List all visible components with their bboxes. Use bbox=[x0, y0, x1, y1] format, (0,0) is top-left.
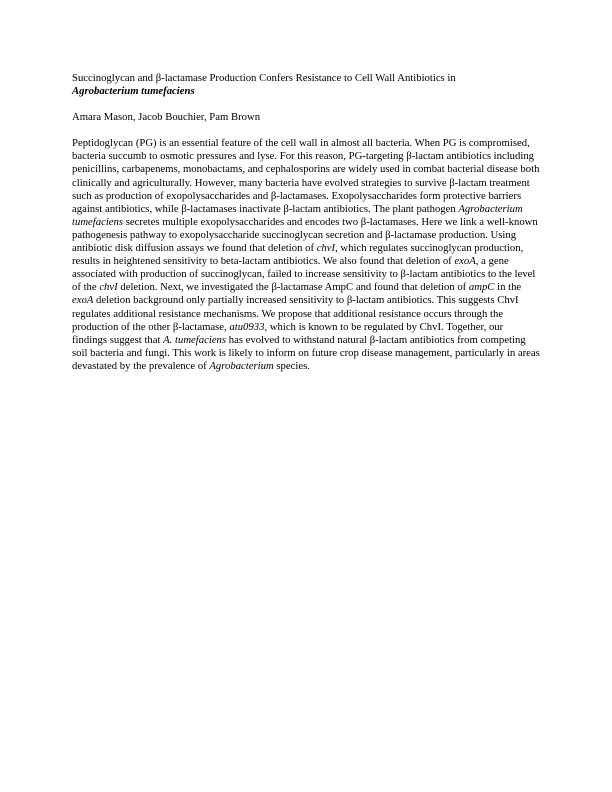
document-title bbox=[72, 72, 540, 98]
gene-name: ampC bbox=[468, 281, 495, 294]
abstract-text: in the bbox=[497, 281, 522, 294]
gene-name: chvI bbox=[99, 281, 118, 294]
gene-name: chvI bbox=[316, 242, 336, 255]
abstract-text: , which regulates succinoglycan production, results in heightened sensitivity to beta-lactam antibiotics. We also found that deletion of bbox=[72, 242, 524, 268]
abstract-text: deletion background only partially increased sensitivity to β-lactam antibiotics. This suggests ChvI regulates additional resistance mechanisms. We propose that additional resistance occurs through the production of the other β-lactamase, bbox=[72, 294, 519, 333]
gene-name: exoA bbox=[454, 255, 476, 268]
abstract-text: species. bbox=[276, 359, 310, 372]
abstract-text: Peptidoglycan (PG) is an essential feature of the cell wall in almost all bacteria. When PG is compromised, bacteria succumb to osmotic pressures and lyse. For this reason, PG-targeting β-lactam antibiotics including penicillins, carbapenems, monobactams, and cephalosporins are widely used in combat bacterial disease both clinically and agriculturally. However, many bacteria have evolved strategies to survive β-lactam treatment such as production of exopolysaccharides and β-lactamases. Exopolysaccharides form protective barriers against antibiotics, while β-lactamases inactivate β-lactam antibiotics. The plant pathogen bbox=[72, 137, 540, 215]
abstract-text: has evolved to withstand natural β-lactam antibiotics from competing soil bacteria and fungi. This work is likely to inform on future crop disease management, particularly in areas devastated by the prevalence of bbox=[72, 333, 540, 372]
genus-name: Agrobacterium bbox=[209, 359, 274, 372]
author-list: Amara Mason, Jacob Bouchier, Pam Brown bbox=[72, 111, 261, 124]
gene-name: exoA bbox=[72, 294, 94, 307]
abstract-text: , a gene associated with production of succinoglycan, failed to increase sensitivity to β-lactam antibiotics to the level of the bbox=[72, 255, 536, 294]
title-main: Succinoglycan and β-lactamase Production Confers Resistance to Cell Wall Antibiotics in bbox=[72, 72, 456, 84]
species-name: Agrobacterium tumefaciens bbox=[72, 202, 523, 228]
species-name: A. tumefaciens bbox=[163, 333, 227, 346]
abstract-paragraph bbox=[72, 137, 540, 373]
document-body bbox=[72, 72, 540, 373]
title-organism: Agrobacterium tumefaciens bbox=[72, 85, 195, 98]
abstract-text: , which is known to be regulated by ChvI. Together, our findings suggest that bbox=[72, 320, 504, 346]
abstract-text: secretes multiple exopolysaccharides and encodes two β-lactamases. Here we link a well-known pathogenesis pathway to exopolysaccharide succinoglycan secretion and β-lactamase production. Using antibiotic disk diffusion assays we found that deletion of bbox=[72, 215, 538, 255]
gene-name: atu0933 bbox=[229, 320, 265, 333]
abstract-text: deletion. Next, we investigated the β-lactamase AmpC and found that deletion of bbox=[120, 281, 467, 294]
